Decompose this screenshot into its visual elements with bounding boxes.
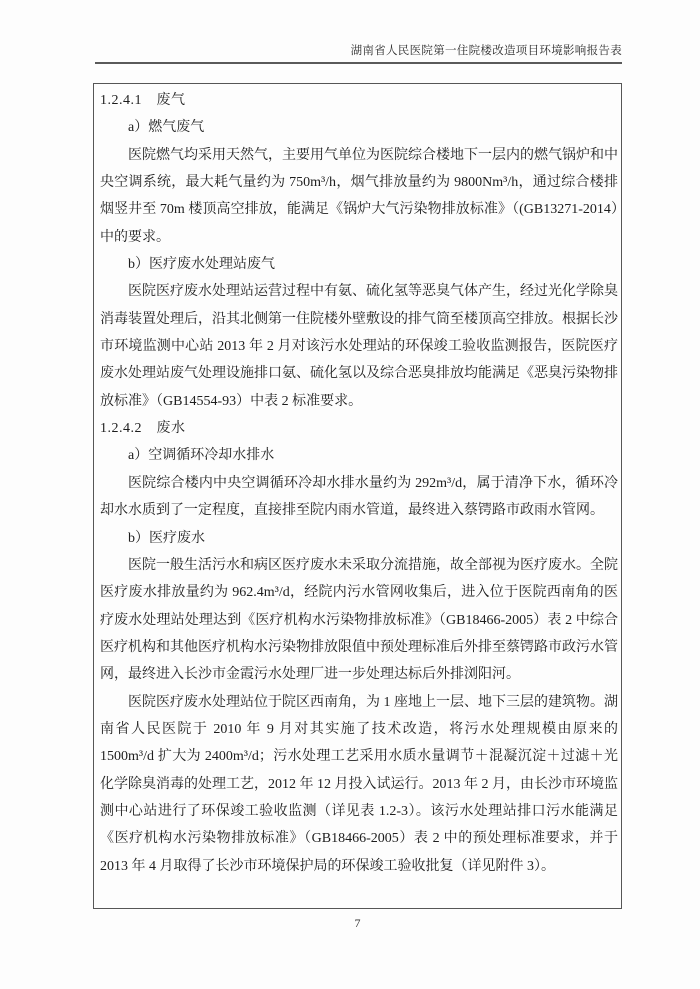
section-heading-1-2-4-1: 1.2.4.1 废气 [100,93,186,108]
subheading-b-medical-wastewater: b）医疗废水 [128,530,205,546]
page-number: 7 [354,916,361,930]
paragraph-fuel-gas-exhaust: 医院燃气均采用天然气，主要用气单位为医院综合楼地下一层内的燃气锅炉和中央空调系统，最大耗气量约为 750m³/h，烟气排放量约为 9800Nm³/h，通过综合楼排烟竖井至 70m 楼顶高空排放，能满足《锅炉大气污染物排放标准》（(GB13271-2014）中的要求。 [100,147,618,245]
page-header-title: 湖南省人民医院第一住院楼改造项目环境影响报告表 [350,45,622,57]
subheading-b-wastewater-station-gas: b）医疗废水处理站废气 [128,257,275,273]
report-content-box [93,83,622,909]
header-rule [95,62,622,64]
section-heading-1-2-4-2: 1.2.4.2 废水 [100,421,186,437]
paragraph-medical-wastewater: 医院一般生活污水和病区医疗废水未采取分流措施，故全部视为医疗废水。全院医疗废水排放量约为 962.4m³/d，经院内污水管网收集后，进入位于医院西南角的医疗废水处理站处理达到《医疗机构水污染物排放标准》（GB18466-2005）表 2 中综合医疗机构和其他医疗机构水污染物排放限值中预处理标准后外排至蔡锷路市政污水管网，最终进入长沙市金霞污水处理厂进一步处理达标后外排浏阳河。 [100,557,618,683]
subheading-a-fuel-gas: a）燃气废气 [128,120,205,136]
paragraph-cooling-water-discharge: 医院综合楼内中央空调循环冷却水排水量约为 292m³/d，属于清净下水，循环冷却水水质到了一定程度，直接排至院内雨水管道，最终进入蔡锷路市政雨水管网。 [100,475,618,519]
subheading-a-cooling-water: a）空调循环冷却水排水 [128,448,275,464]
paragraph-wastewater-station-gas: 医院医疗废水处理站运营过程中有氨、硫化氢等恶臭气体产生，经过光化学除臭消毒装置处理后，沿其北侧第一住院楼外壁敷设的排气筒至楼顶高空排放。根据长沙市环境监测中心站 2013 年 2 月对该污水处理站的环保竣工验收监测报告，医院医疗废水处理站废气处理设施排口氨、硫化氢以及综合恶臭排放均能满足《恶臭污染物排放标准》（GB14554-93）中表 2 标准要求。 [100,284,618,409]
paragraph-treatment-station-upgrade: 医院医疗废水处理站位于院区西南角，为 1 座地上一层、地下三层的建筑物。湖南省人民医院于 2010 年 9 月对其实施了技术改造，将污水处理规模由原来的 1500m³/d 扩大为 2400m³/d；污水处理工艺采用水质水量调节＋混凝沉淀＋过滤＋光化学除臭消毒的处理工艺，2012 年 12 月投入试运行。2013 年 2 月，由长沙市环境监测中心站进行了环保竣工验收监测（详见表 1.2-3）。该污水处理站排口污水能满足《医疗机构水污染物排放标准》（GB18466-2005）表 2 中的预处理标准要求，并于 2013 年 4 月取得了长沙市环境保护局的环保竣工验收批复（详见附件 3）。 [100,694,618,874]
